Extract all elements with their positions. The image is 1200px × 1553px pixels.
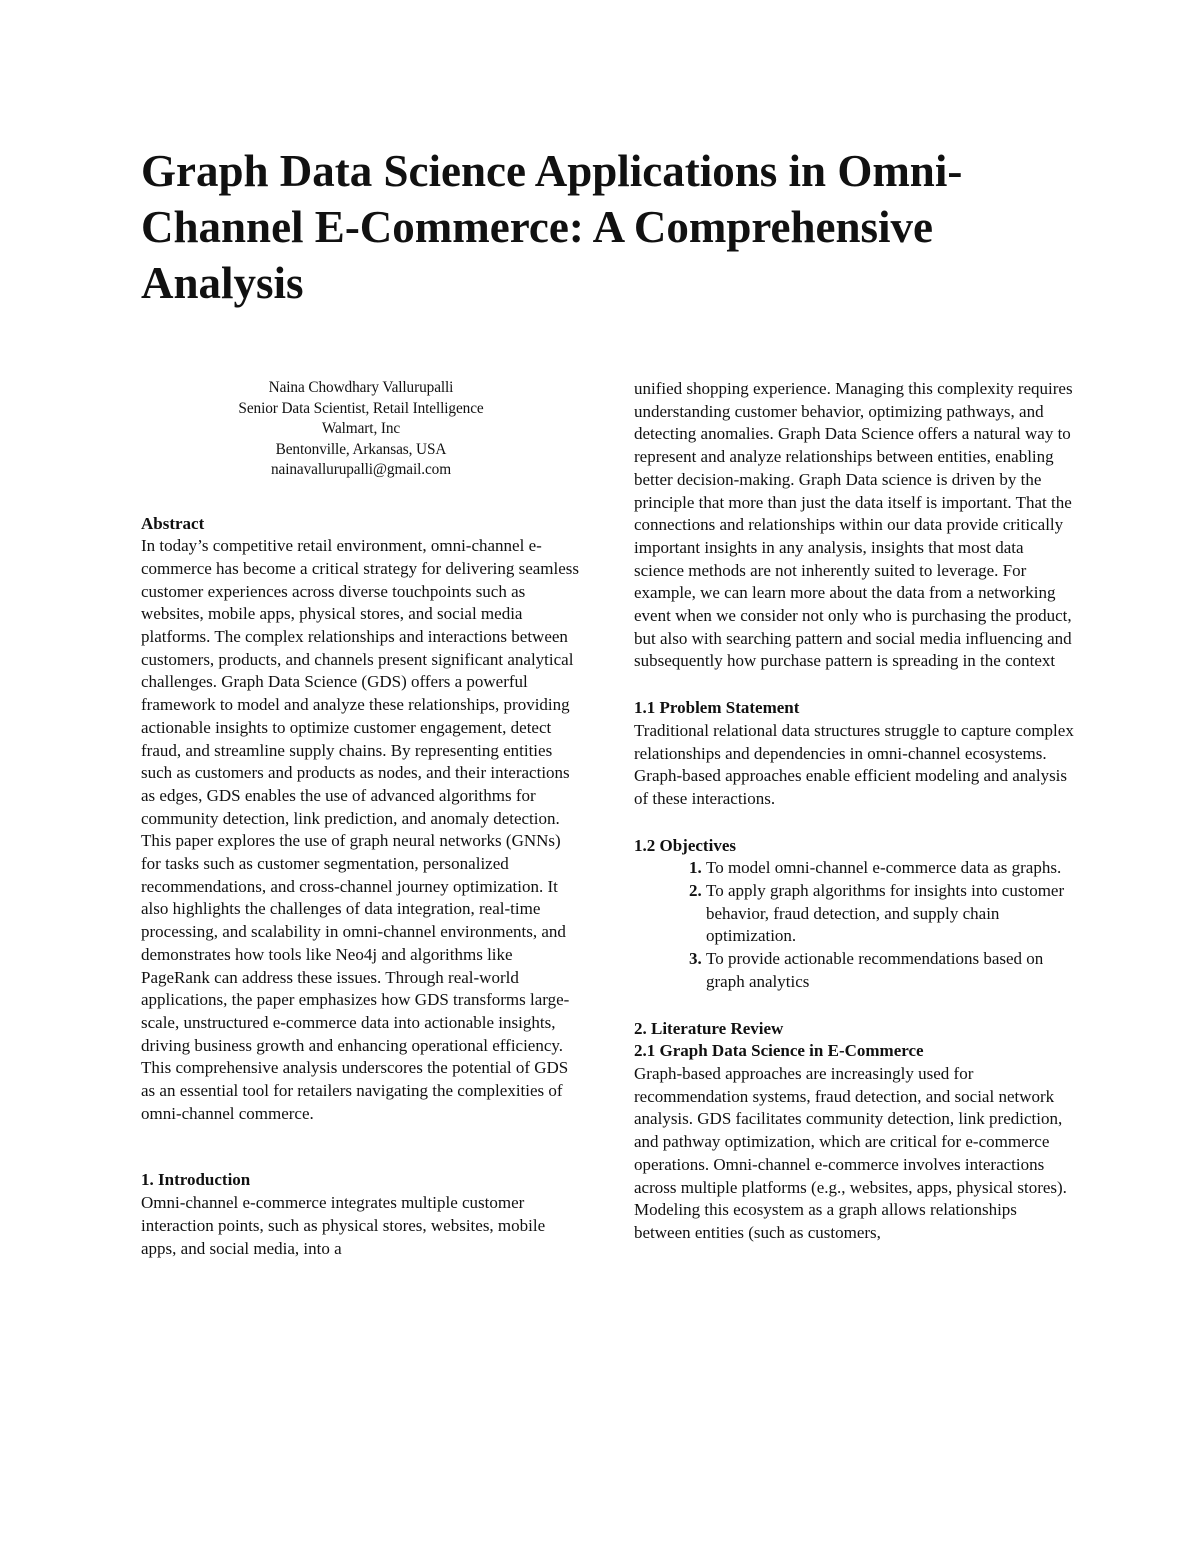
author-block bbox=[141, 378, 581, 481]
paper-title: Graph Data Science Applications in Omni-Channel E-Commerce: A Comprehensive Analysis bbox=[141, 146, 963, 308]
left-column bbox=[141, 378, 581, 1260]
objective-item: 3. To provide actionable recommendations based on graph analytics bbox=[706, 948, 1074, 993]
author-location: Bentonville, Arkansas, USA bbox=[275, 440, 447, 458]
objective-item: 1. To model omni-channel e-commerce data as graphs. bbox=[706, 857, 1074, 880]
literature-review-heading: 2. Literature Review bbox=[634, 1018, 784, 1038]
right-column bbox=[634, 378, 1074, 1245]
author-role: Senior Data Scientist, Retail Intelligence bbox=[238, 399, 484, 417]
objectives-heading: 1.2 Objectives bbox=[634, 835, 736, 855]
problem-statement-text: Traditional relational data structures struggle to capture complex relationships and dependencies in omni-channel ecosystems. Graph-based approaches enable efficient modeling and analysis of these interactions. bbox=[634, 720, 1074, 808]
author-company: Walmart, Inc bbox=[321, 420, 401, 437]
objectives-list bbox=[634, 857, 1074, 993]
introduction-text-left: Omni-channel e-commerce integrates multiple customer interaction points, such as physical stores, websites, mobile apps, and social media, into a bbox=[141, 1193, 546, 1258]
author-email: nainavallurupalli@gmail.com bbox=[270, 461, 452, 478]
abstract-paragraph-2: This paper explores the use of graph neural networks (GNNs) for tasks such as customer segmentation, personalized recommendations, and cross-channel journey optimization. It also highlights the challenges of data integration, real-time processing, and scalability in omni-channel environments, and demonstrates how tools like Neo4j and algorithms like PageRank can address these issues. Through real-world applications, the paper emphasizes how GDS transforms large-scale, unstructured e-commerce data into actionable insights, driving business growth and enhancing operational efficiency. This comprehensive analysis underscores the potential of GDS as an essential tool for retailers navigating the complexities of omni-channel commerce. bbox=[141, 831, 570, 1123]
abstract-paragraph-1: In today’s competitive retail environment, omni-channel e-commerce has become a critical strategy for delivering seamless customer experiences across diverse touchpoints such as websites, mobile apps, physical stores, and social media platforms. The complex relationships and interactions between customers, products, and channels present significant analytical challenges. Graph Data Science (GDS) offers a powerful framework to model and analyze these relationships, providing actionable insights to optimize customer engagement, detect fraud, and streamline supply chains. By representing entities such as customers and products as nodes, and their interactions as edges, GDS enables the use of advanced algorithms for community detection, link prediction, and anomaly detection. bbox=[141, 536, 580, 828]
problem-statement-heading: 1.1 Problem Statement bbox=[634, 698, 800, 718]
objective-item: 2. To apply graph algorithms for insights into customer behavior, fraud detection, and supply chain optimization. bbox=[706, 880, 1074, 948]
literature-review-subheading: 2.1 Graph Data Science in E-Commerce bbox=[634, 1041, 924, 1061]
author-name: Naina Chowdhary Vallurupalli bbox=[268, 379, 454, 396]
introduction-heading: 1. Introduction bbox=[141, 1170, 251, 1190]
abstract-heading: Abstract bbox=[141, 513, 205, 533]
introduction-text-right: unified shopping experience. Managing this complexity requires understanding customer behavior, optimizing pathways, and detecting anomalies. Graph Data Science offers a natural way to represent and analyze relationships between entities, enabling better decision-making. Graph Data science is driven by the principle that more than just the data itself is important. That the connections and relationships within our data provide critically important insights in any analysis, insights that most data science methods are not inherently suited to leverage. For example, we can learn more about the data from a networking event when we consider not only who is purchasing the product, but also with searching pattern and social media influencing and subsequently how purchase pattern is spreading in the context bbox=[634, 379, 1073, 671]
literature-review-text: Graph-based approaches are increasingly used for recommendation systems, fraud detection, and social network analysis. GDS facilitates community detection, link prediction, and pathway optimization, which are critical for e-commerce operations. Omni-channel e-commerce involves interactions across multiple platforms (e.g., websites, apps, physical stores). Modeling this ecosystem as a graph allows relationships between entities (such as customers, bbox=[634, 1063, 1067, 1242]
